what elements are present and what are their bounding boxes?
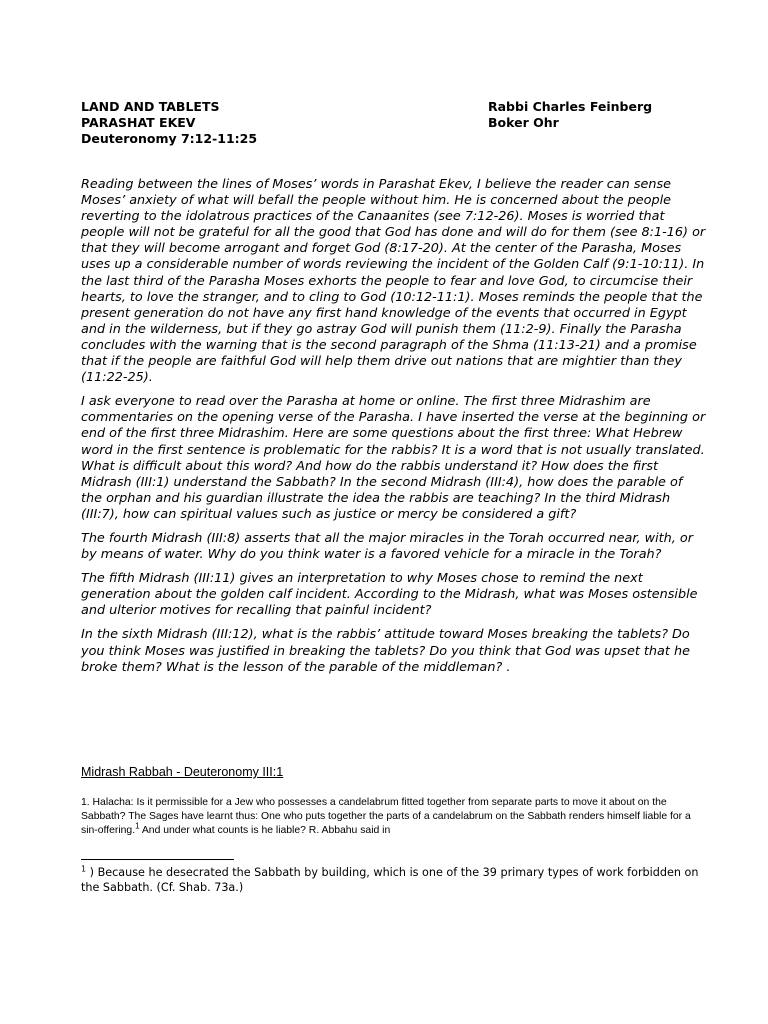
congregation-name: Boker Ohr	[488, 115, 559, 130]
paragraph-intro: Reading between the lines of Moses’ words in Parashat Ekev, I believe the reader can sense Moses’ anxiety of what will befall the people without him. He is concerned about the people reverting to the idolatrous practices of the Canaanites (see 7:12-26). Moses is worried that people will not be grateful for all the good that God has done and will do for them (see 8:1-16) or that they will become arrogant and forget God (8:17-20). At the center of the Parasha, Moses uses up a considerable number of words reviewing the incident of the Golden Calf (9:1-10:11). In the last third of the Parasha Moses exhorts the people to fear and love God, to circumcise their hearts, to love the stranger, and to cling to God (10:12-11:1). Moses reminds the people that the present generation do not have any first hand knowledge of the events that occurred in Egypt and in the wilderness, but if they go astray God will punish them (11:2-9). Finally the Parasha concludes with the warning that is the second paragraph of the Shma (11:13-21) and a promise that if the people are faithful God will help them drive out nations that are mightier than they (11:22-25).	[81, 177, 706, 386]
source-text	[81, 796, 703, 838]
document-title: LAND AND TABLETS	[81, 99, 220, 114]
footnote-separator	[81, 859, 234, 860]
author-name: Rabbi Charles Feinberg	[488, 99, 653, 114]
footnote	[81, 865, 706, 895]
header-left	[81, 99, 257, 147]
footnote-marker: 1	[81, 864, 87, 874]
paragraph-fifth-midrash: The fifth Midrash (III:11) gives an interpretation to why Moses chose to remind the next generation about the golden calf incident. According to the Midrash, what was Moses ostensible and ulterior motives for recalling that painful incident?	[81, 571, 698, 619]
scripture-reference: Deuteronomy 7:12-11:25	[81, 131, 258, 146]
source-text-after-note: And under what counts is he liable? R. Abbahu said in	[139, 825, 391, 836]
header-right	[488, 99, 652, 131]
parasha-name: PARASHAT EKEV	[81, 115, 196, 130]
paragraph-fourth-midrash: The fourth Midrash (III:8) asserts that all the major miracles in the Torah occurred near, with, or by means of water. Why do you think water is a favored vehicle for a miracle in the Torah?	[81, 530, 693, 563]
paragraph-sixth-midrash: In the sixth Midrash (III:12), what is the rabbis’ attitude toward Moses breaking the tablets? Do you think Moses was justified in breaking the tablets? Do you think that God was upset that he broke them? What is the lesson of the parable of the middleman? .	[81, 627, 690, 675]
body-text	[81, 177, 706, 684]
source-text-before-note: 1. Halacha: Is it permissible for a Jew who possesses a candelabrum fitted together from separate parts to move it about on the Sabbath? The Sages have learnt thus: One who puts together the parts of a candelabrum on the Sabbath renders himself liable for a sin-offering.	[81, 797, 691, 836]
paragraph-questions-first-three: I ask everyone to read over the Parasha at home or online. The first three Midrashim are commentaries on the opening verse of the Parasha. I have inserted the verse at the beginning or end of the first three Midrashim. Here are some questions about the first three: What Hebrew word in the first sentence is problematic for the rabbis? It is a word that is not usually translated. What is difficult about this word? And how do the rabbis understand it? How does the first Midrash (III:1) understand the Sabbath? In the second Midrash (III:4), how does the parable of the orphan and his guardian illustrate the idea the rabbis are teaching? In the third Midrash (III:7), how can spiritual values such as justice or mercy be considered a gift?	[81, 394, 706, 522]
footnote-text: ) Because he desecrated the Sabbath by building, which is one of the 39 primary types of work forbidden on the Sabbath. (Cf. Shab. 73a.)	[81, 866, 699, 894]
source-heading: Midrash Rabbah - Deuteronomy III:1	[81, 765, 284, 779]
footnote-reference[interactable]: 1	[135, 821, 140, 831]
